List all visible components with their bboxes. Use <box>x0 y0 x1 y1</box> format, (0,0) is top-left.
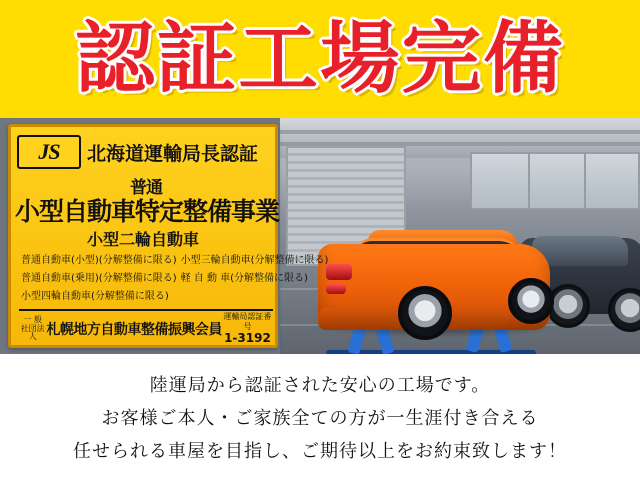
message-block <box>0 354 640 480</box>
garage-window <box>470 152 640 210</box>
sign-category-item <box>181 287 329 302</box>
message-line-3: 任せられる車屋を目指し、ご期待以上をお約束致します！ <box>73 441 567 462</box>
js-logo: JS <box>17 135 81 169</box>
sign-footer-number: 1-3192 <box>224 331 271 346</box>
sign-main-title-small: 普通 <box>130 178 162 198</box>
certification-sign <box>8 124 329 348</box>
sign-category-item: 小型三輪自動車(分解整備に限る) <box>180 255 329 266</box>
headline-banner <box>0 0 640 118</box>
vehicle-wheel <box>508 278 554 324</box>
sign-subtitle: 小型二輪自動車 <box>86 230 199 249</box>
headline-text: 認証工場完備 <box>75 14 565 104</box>
sign-category-item: 普通自動車(乗用)(分解整備に限る) <box>21 273 177 284</box>
message-line-2: お客様ご本人・ご家族全ての方が一生涯付き合える <box>101 408 539 429</box>
sign-main-title <box>15 171 280 226</box>
ceiling-beam <box>280 130 640 134</box>
message-line-1: 陸運局から認証された安心の工場です。 <box>149 375 491 396</box>
sign-category-grid <box>21 251 329 302</box>
sign-divider <box>19 309 273 311</box>
sign-category-item: 普通自動車(小型)(分解整備に限る) <box>21 255 177 266</box>
sign-main-title-large: 小型自動車特定整備事業 <box>15 197 280 226</box>
sign-footer-association: 一 般 社団法人 <box>20 314 45 342</box>
vehicle-taillight <box>326 264 352 280</box>
sign-category-item: 小型四輪自動車(分解整備に限る) <box>21 291 169 302</box>
sign-footer-name: 札幌地方自動車整備振興会員 <box>46 322 222 338</box>
sign-header <box>11 131 275 173</box>
vehicle-taillight <box>326 284 346 294</box>
sign-footer-number-block <box>222 312 273 346</box>
sign-category-item: 軽 自 動 車(分解整備に限る) <box>180 273 308 284</box>
vehicle-wheel <box>398 286 452 340</box>
sign-footer-number-label: 運輸局認証番号 <box>223 312 272 331</box>
sign-footer <box>19 313 273 345</box>
sign-authority: 北海道運輸局長認証 <box>87 142 259 165</box>
